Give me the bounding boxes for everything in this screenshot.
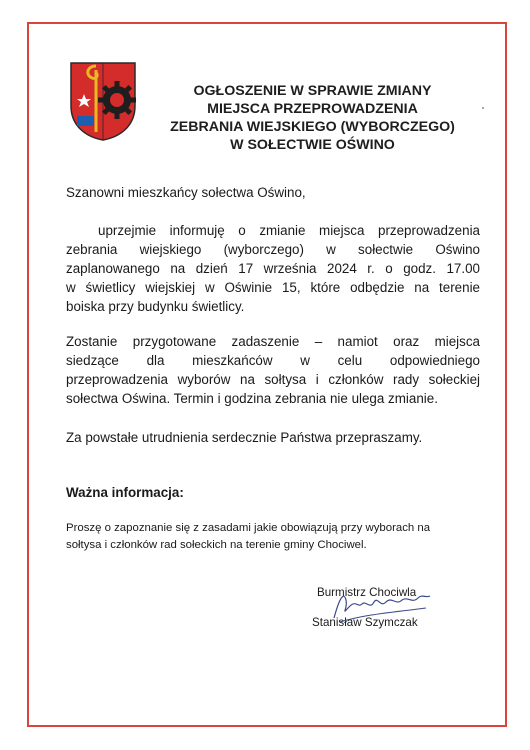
announcement-title (140, 82, 485, 154)
apology-sentence: Za powstałe utrudnienia serdecznie Państwa przepraszamy. (66, 430, 423, 445)
paragraph-line: uprzejmie informuję o zmianie miejsca przeprowadzenia (98, 223, 480, 238)
paragraph-line: sołectwa Oświna. Termin i godzina zebrania nie ulega zmianie. (66, 391, 438, 406)
paragraph-line: siedzące dla mieszkańców w celu odpowiedniego (66, 353, 480, 368)
paragraph-line: zaplanowanego na dzień 17 września 2024 r. o godz. 17.00 (66, 261, 480, 276)
signatory-name: Stanisław Szymczak (312, 616, 418, 629)
title-line: OGŁOSZENIE W SPRAWIE ZMIANY (193, 83, 432, 99)
paragraph-line: boiska przy budynku świetlicy. (66, 299, 245, 314)
notice-line: sołtysa i członków rad sołeckich na terenie gminy Chociwel. (66, 539, 367, 551)
paragraph-line: zebrania wiejskiego (wyborczego) w sołectwie Oświno (66, 242, 480, 257)
coat-of-arms-icon (68, 60, 138, 142)
paragraph-line: w świetlicy wiejskiej w Oświnie 15, które odbędzie na terenie (66, 280, 480, 295)
handwritten-signature-icon (326, 588, 436, 624)
important-info-heading: Ważna informacja: (66, 485, 184, 500)
greeting: Szanowni mieszkańcy sołectwa Oświno, (66, 185, 306, 200)
notice-line: Proszę o zapoznanie się z zasadami jakie obowiązują przy wyborach na (66, 522, 431, 534)
scan-speck (482, 107, 484, 109)
title-line: W SOŁECTWIE OŚWINO (230, 137, 395, 153)
title-line: ZEBRANIA WIEJSKIEGO (WYBORCZEGO) (170, 119, 455, 135)
signatory-title: Burmistrz Chociwla (317, 586, 417, 599)
title-line: MIEJSCA PRZEPROWADZENIA (207, 101, 418, 117)
paragraph-preparations (66, 332, 480, 408)
paragraph-line: Zostanie przygotowane zadaszenie – namiot oraz miejsca (66, 334, 480, 349)
important-info-text (66, 520, 486, 554)
paragraph-line: przeprowadzenia wyborów na sołtysa i członków rady sołeckiej (66, 372, 480, 387)
paragraph-venue-change (66, 221, 480, 316)
